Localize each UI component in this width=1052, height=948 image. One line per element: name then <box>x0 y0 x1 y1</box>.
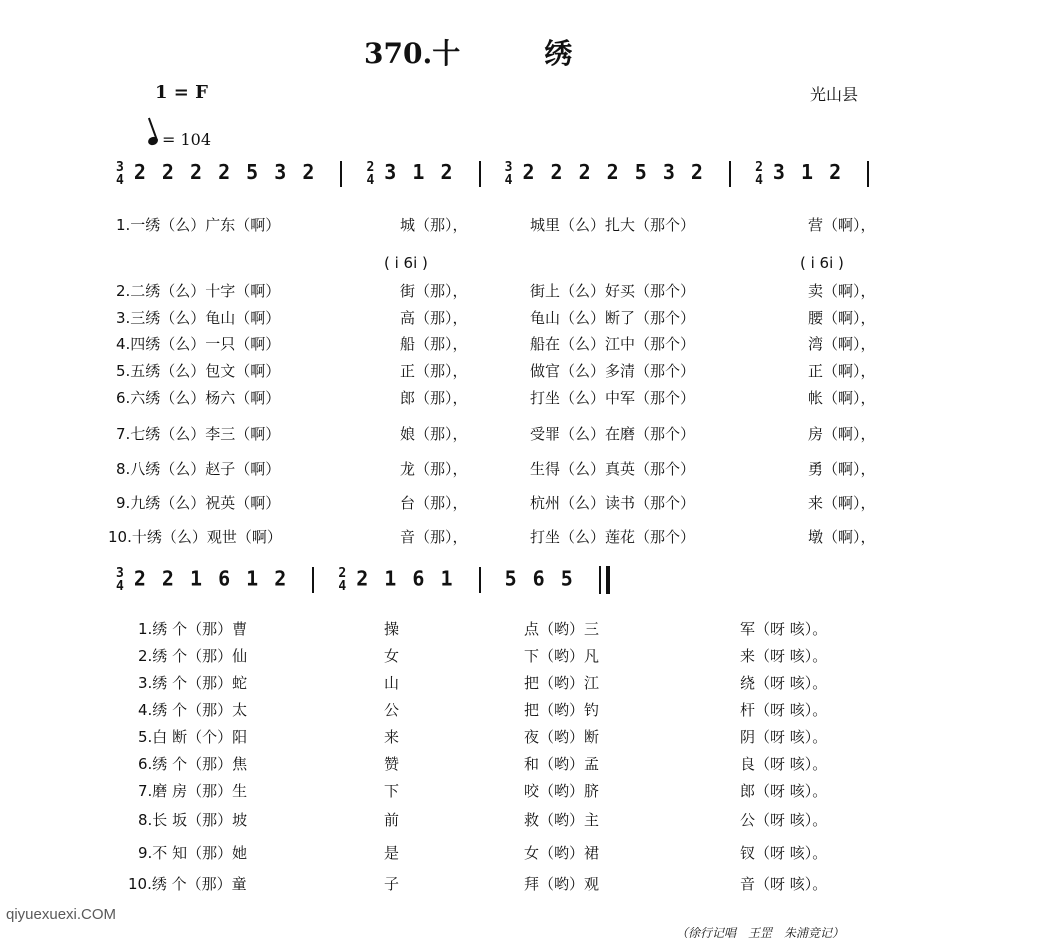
verse-row-6-col-4: 帐（啊）， <box>808 389 876 407</box>
verse-row-7-col-2: 娘（那）， <box>400 425 468 443</box>
measure-3: 5 6 5 <box>504 566 575 591</box>
verse-row-10-col-4: 墩（啊）， <box>808 528 876 546</box>
verse-row-9-col-1: 9.九绣（么）祝英（啊） <box>116 494 281 512</box>
verse2-row-4-col-3: 把（哟）钓 <box>524 701 600 719</box>
verse2-row-9-col-3: 女（哟）裙 <box>524 844 600 862</box>
verse-row-2-col-2: 街（那）， <box>400 282 468 300</box>
bar-line <box>340 161 342 187</box>
verse2-row-10-col-1: 10.绣 个（那）童 <box>128 875 247 893</box>
verse2-row-4-col-4: 杆（呀 咳）。 <box>740 701 828 719</box>
measure-3: 2 2 2 2 5 3 2 <box>522 160 705 184</box>
verse2-row-8-col-2: 前 <box>384 811 400 829</box>
credits-note: （徐行记唱 王罡 朱浦竞记） <box>676 926 845 940</box>
staff-line-1 <box>116 160 879 187</box>
bar-line <box>479 161 481 187</box>
time-signature: 2 4 <box>338 566 349 594</box>
verse-row-5-col-4: 正（啊）， <box>808 362 876 380</box>
verse2-row-7-col-2: 下 <box>384 782 400 800</box>
time-signature: 3 4 <box>116 566 126 594</box>
verse-row-6-col-2: 郎（那）， <box>400 389 468 407</box>
bar-line <box>867 161 869 187</box>
verse-row-4-col-3: 船在（么）江中（那个） <box>530 335 696 353</box>
verse2-row-9-col-4: 钗（呀 咳）。 <box>740 844 828 862</box>
verse-row-6-col-3: 打坐（么）中军（那个） <box>530 389 696 407</box>
verse-row-8-col-2: 龙（那）， <box>400 460 468 478</box>
verse2-row-5-col-2: 来 <box>384 728 400 746</box>
verse-row-4-col-1: 4.四绣（么）一只（啊） <box>116 335 281 353</box>
tempo-marking <box>148 130 211 149</box>
verse2-row-6-col-2: 赞 <box>384 755 400 773</box>
bar-line <box>729 161 731 187</box>
measure-1: 2 2 1 6 1 2 <box>133 566 289 591</box>
sub-notation-a: ( i 6i ) <box>384 254 428 272</box>
verse-row-3-col-3: 龟山（么）断了（那个） <box>530 309 696 327</box>
verse2-row-3-col-2: 山 <box>384 674 400 692</box>
verse-row-4-col-4: 湾（啊）， <box>808 335 876 353</box>
verse2-row-1-col-4: 军（呀 咳）。 <box>740 620 828 638</box>
verse2-row-8-col-3: 救（哟）主 <box>524 811 600 829</box>
verse2-row-7-col-3: 咬（哟）脐 <box>524 782 600 800</box>
verse-row-7-col-4: 房（啊）， <box>808 425 876 443</box>
verse-row-2-col-1: 2.二绣（么）十字（啊） <box>116 282 281 300</box>
verse-row-10-col-3: 打坐（么）莲花（那个） <box>530 528 696 546</box>
verse-row-5-col-3: 做官（么）多清（那个） <box>530 362 696 380</box>
verse2-row-4-col-1: 4.绣 个（那）太 <box>138 701 248 719</box>
verse-row-8-col-4: 勇（啊）， <box>808 460 876 478</box>
verse2-row-5-col-1: 5.白 断（个）阳 <box>138 728 248 746</box>
verse-row-1-col-2: 城（那）， <box>400 216 468 234</box>
verse2-row-9-col-2: 是 <box>384 844 400 862</box>
key-signature: 1 = F <box>155 82 208 103</box>
verse2-row-9-col-1: 9.不 知（那）她 <box>138 844 248 862</box>
verse2-row-2-col-2: 女 <box>384 647 400 665</box>
verse-row-1-col-1: 1.一绣（么）广东（啊） <box>116 216 281 234</box>
verse-row-4-col-2: 船（那）， <box>400 335 468 353</box>
verse2-row-2-col-1: 2.绣 个（那）仙 <box>138 647 248 665</box>
measure-2: 2 1 6 1 <box>356 566 455 591</box>
measure-1: 2 2 2 2 5 3 2 <box>133 160 317 184</box>
verse2-row-3-col-4: 绕（呀 咳）。 <box>740 674 828 692</box>
verse2-row-8-col-1: 8.长 坂（那）坡 <box>138 811 248 829</box>
region-label: 光山县 <box>810 85 859 104</box>
verse2-row-2-col-3: 下（哟）凡 <box>524 647 600 665</box>
verse-row-5-col-1: 5.五绣（么）包文（啊） <box>116 362 281 380</box>
bar-line <box>312 567 314 593</box>
verse-row-9-col-2: 台（那）， <box>400 494 468 512</box>
verse-row-7-col-1: 7.七绣（么）李三（啊） <box>116 425 281 443</box>
verse-row-5-col-2: 正（那）， <box>400 362 468 380</box>
verse2-row-5-col-4: 阴（呀 咳）。 <box>740 728 828 746</box>
verse2-row-5-col-3: 夜（哟）断 <box>524 728 600 746</box>
verse-row-3-col-2: 高（那）， <box>400 309 468 327</box>
quarter-note-icon <box>147 135 159 146</box>
measure-4: 3 1 2 <box>772 160 844 184</box>
final-bar-line <box>599 566 610 594</box>
verse-row-6-col-1: 6.六绣（么）杨六（啊） <box>116 389 281 407</box>
verse2-row-4-col-2: 公 <box>384 701 400 719</box>
verse-row-3-col-1: 3.三绣（么）龟山（啊） <box>116 309 281 327</box>
verse-row-2-col-4: 卖（啊）， <box>808 282 876 300</box>
verse-row-1-col-3: 城里（么）扎大（那个） <box>530 216 696 234</box>
staff-line-2 <box>116 566 610 594</box>
verse2-row-3-col-1: 3.绣 个（那）蛇 <box>138 674 248 692</box>
verse2-row-8-col-4: 公（呀 咳）。 <box>740 811 828 829</box>
verse2-row-10-col-4: 音（呀 咳）。 <box>740 875 828 893</box>
verse2-row-2-col-4: 来（呀 咳）。 <box>740 647 828 665</box>
verse2-row-10-col-2: 子 <box>384 875 400 893</box>
verse-row-10-col-2: 音（那）， <box>400 528 468 546</box>
verse-row-10-col-1: 10.十绣（么）观世（啊） <box>108 528 282 546</box>
verse2-row-1-col-2: 操 <box>384 620 400 638</box>
verse2-row-1-col-1: 1.绣 个（那）曹 <box>138 620 248 638</box>
time-signature: 3 4 <box>116 159 126 188</box>
verse-row-3-col-4: 腰（啊）， <box>808 309 876 327</box>
verse2-row-6-col-3: 和（哟）孟 <box>524 755 600 773</box>
verse2-row-6-col-1: 6.绣 个（那）焦 <box>138 755 248 773</box>
verse-row-9-col-3: 杭州（么）读书（那个） <box>530 494 696 512</box>
verse2-row-10-col-3: 拜（哟）观 <box>524 875 600 893</box>
measure-2: 3 1 2 <box>384 160 455 184</box>
tempo-value: = 104 <box>162 130 212 149</box>
time-signature: 3 4 <box>504 159 515 188</box>
time-signature: 2 4 <box>366 159 377 188</box>
verse-row-9-col-4: 来（啊）， <box>808 494 876 512</box>
verse-row-8-col-1: 8.八绣（么）赵子（啊） <box>116 460 281 478</box>
verse-row-8-col-3: 生得（么）真英（那个） <box>530 460 696 478</box>
verse2-row-7-col-4: 郎（呀 咳）。 <box>740 782 828 800</box>
watermark: qiyuexuexi.COM <box>6 906 117 923</box>
verse-row-2-col-3: 街上（么）好买（那个） <box>530 282 696 300</box>
time-signature: 2 4 <box>755 159 765 188</box>
bar-line <box>479 567 481 593</box>
song-title: 370.十 绣 <box>364 37 573 70</box>
sub-notation-b: ( i 6i ) <box>800 254 844 272</box>
verse2-row-7-col-1: 7.磨 房（那）生 <box>138 782 248 800</box>
verse2-row-3-col-3: 把（哟）江 <box>524 674 600 692</box>
verse2-row-6-col-4: 良（呀 咳）。 <box>740 755 828 773</box>
verse-row-1-col-4: 营（啊）， <box>808 216 876 234</box>
verse-row-7-col-3: 受罪（么）在磨（那个） <box>530 425 696 443</box>
verse2-row-1-col-3: 点（哟）三 <box>524 620 600 638</box>
